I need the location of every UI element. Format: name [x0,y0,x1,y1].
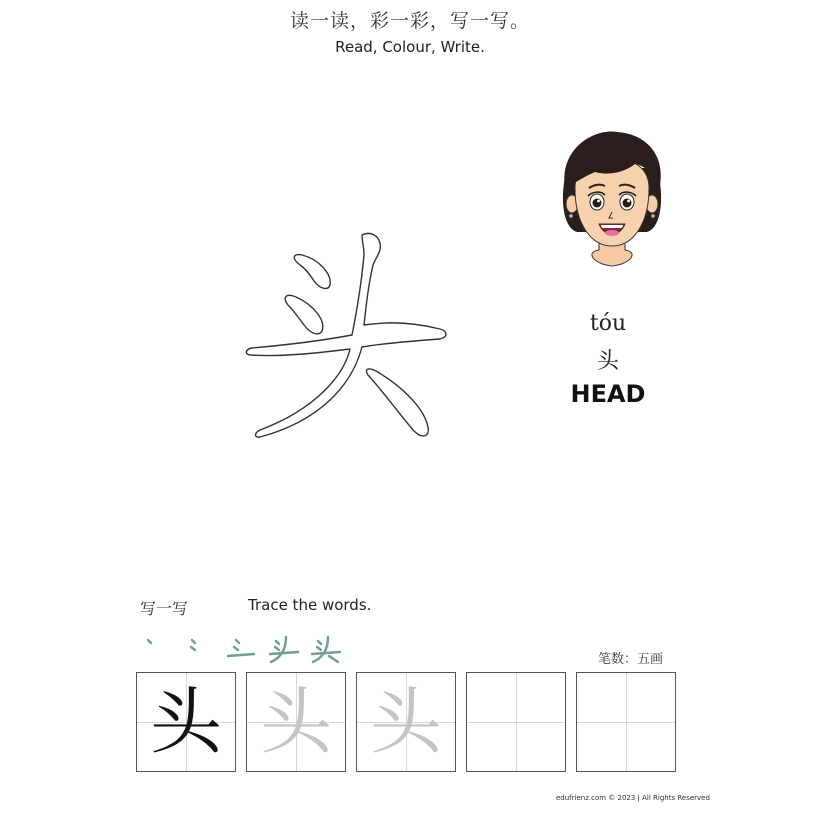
tracing-cell[interactable] [246,672,346,772]
cell-character-ghost: 头 [259,680,332,764]
stroke-step-3 [224,634,260,664]
tracing-cell[interactable] [356,672,456,772]
stroke-count-label: 笔数：五画 [598,652,664,667]
english-word: HEAD [570,380,646,408]
stroke-step-5 [308,634,344,664]
girl-face-icon [555,128,670,268]
stroke-step-4 [266,634,302,664]
page-title-chinese: 读一读，彩一彩，写一写。 [289,10,530,32]
tracing-cell-blank[interactable] [576,672,676,772]
cell-character: 头 [149,680,222,764]
tracing-cell-example [136,672,236,772]
write-section-label-cn: 写一写 [140,599,189,618]
tracing-grid [136,672,676,772]
character-label: 头 [596,349,619,374]
cell-character-ghost: 头 [369,680,442,764]
pinyin-label: tóu [589,311,627,336]
page-title-english: Read, Colour, Write. [335,38,485,56]
stroke-step-2 [182,634,218,664]
copyright-footer: edufrienz.com © 2023 | All Rights Reserved [556,794,710,802]
write-section-label-en: Trace the words. [248,596,372,614]
stroke-step-1 [140,634,176,664]
tracing-cell-blank[interactable] [466,672,566,772]
outlined-character [240,225,455,445]
stroke-order-sequence [140,632,344,664]
